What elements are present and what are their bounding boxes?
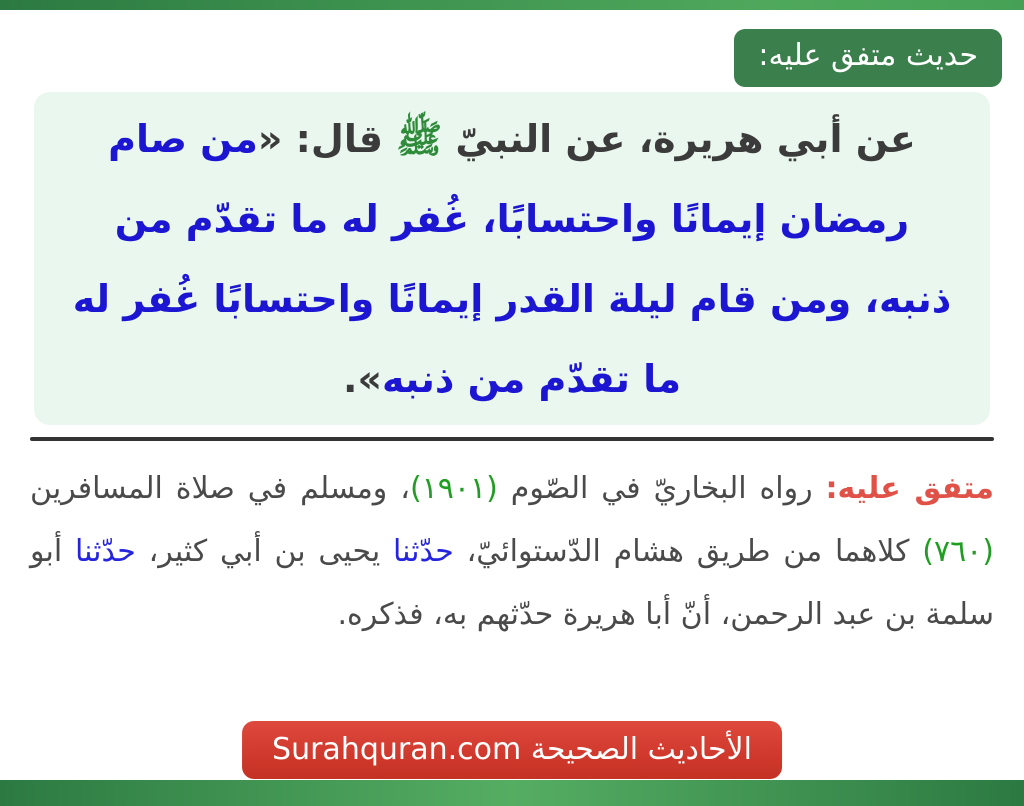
text-segment: من صام رمضان إيمانًا واحتسابًا، غُفر له ما تقدّم من ذنبه، ومن قام ليلة القدر إيمانًا واحتسابًا غُفر له ما تقدّم من ذنبه xyxy=(72,116,952,401)
text-segment: متفق عليه: xyxy=(825,471,994,506)
text-segment: ». xyxy=(343,356,383,401)
hadith-text xyxy=(34,99,990,419)
takhrij-text xyxy=(30,457,994,646)
text-segment: أبو سلمة بن عبد الرحمن، أنّ أبا هريرة حدّثهم به، فذكره. xyxy=(30,534,994,632)
text-segment: (١٩٠١) xyxy=(409,471,498,506)
hadith-text-box xyxy=(34,92,990,425)
text-segment: يحيى بن أبي كثير، xyxy=(135,534,393,569)
text-segment: ، ومسلم في صلاة المسافرين xyxy=(30,471,410,506)
source-banner: الأحاديث الصحيحة Surahquran.com xyxy=(242,721,782,779)
text-segment: قال: « xyxy=(257,116,397,161)
bottom-accent-bar xyxy=(0,780,1024,806)
text-segment: كلاهما من طريق هشام الدّستوائيّ، xyxy=(453,534,923,569)
text-segment: عن أبي هريرة، عن النبيّ xyxy=(442,116,916,161)
text-segment: حدّثنا xyxy=(392,534,454,569)
top-accent-bar xyxy=(0,0,1024,10)
text-segment: حدّثنا xyxy=(74,534,136,569)
text-segment: (٧٦٠) xyxy=(922,534,995,569)
text-segment: رواه البخاريّ في الصّوم xyxy=(497,471,826,506)
hadith-type-badge: حديث متفق عليه: xyxy=(734,29,1002,87)
text-segment: ﷺ xyxy=(396,116,443,161)
separator-line xyxy=(30,437,994,441)
